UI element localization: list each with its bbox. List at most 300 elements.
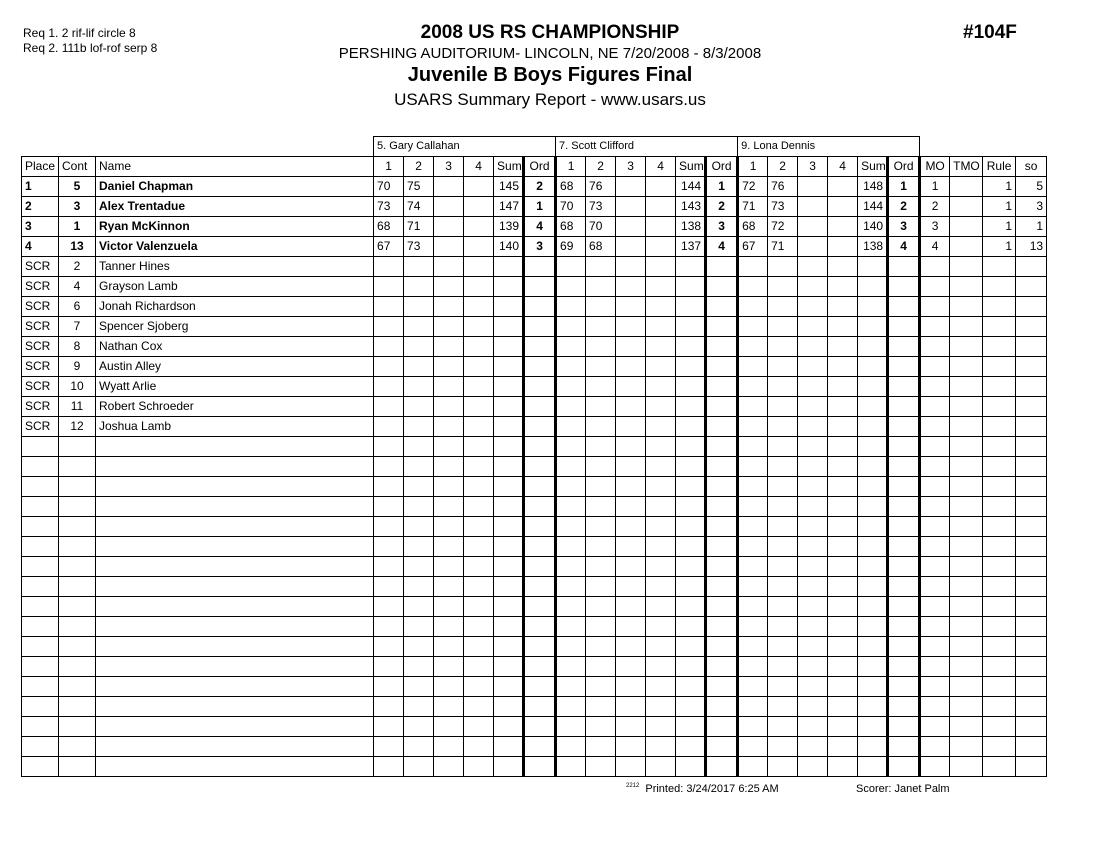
empty-cell bbox=[59, 457, 96, 477]
empty-cell bbox=[494, 717, 524, 737]
empty-cell bbox=[706, 737, 738, 757]
empty-cell bbox=[22, 557, 59, 577]
skater-name: Victor Valenzuela bbox=[96, 237, 374, 257]
empty-cell bbox=[983, 537, 1016, 557]
empty-row bbox=[22, 717, 1047, 737]
empty-cell bbox=[556, 517, 586, 537]
empty-cell bbox=[556, 357, 586, 377]
ord-cell: 2 bbox=[888, 197, 920, 217]
empty-cell bbox=[738, 657, 768, 677]
empty-cell bbox=[676, 657, 706, 677]
tmo-cell bbox=[950, 177, 983, 197]
empty-cell bbox=[404, 577, 434, 597]
empty-cell bbox=[59, 637, 96, 657]
empty-cell bbox=[768, 497, 798, 517]
empty-cell bbox=[556, 397, 586, 417]
empty-cell bbox=[494, 757, 524, 777]
empty-cell bbox=[586, 477, 616, 497]
empty-cell bbox=[768, 517, 798, 537]
empty-cell bbox=[858, 517, 888, 537]
empty-cell bbox=[738, 357, 768, 377]
empty-cell bbox=[920, 437, 950, 457]
judge-name: 9. Lona Dennis bbox=[738, 137, 920, 157]
empty-cell bbox=[494, 277, 524, 297]
empty-cell bbox=[464, 537, 494, 557]
empty-cell bbox=[828, 637, 858, 657]
cont-cell: 12 bbox=[59, 417, 96, 437]
empty-cell bbox=[828, 337, 858, 357]
empty-cell bbox=[738, 597, 768, 617]
skater-name: Grayson Lamb bbox=[96, 277, 374, 297]
empty-cell bbox=[556, 577, 586, 597]
empty-cell bbox=[950, 397, 983, 417]
table-row bbox=[22, 197, 1047, 217]
ord-cell: 3 bbox=[706, 217, 738, 237]
empty-cell bbox=[556, 317, 586, 337]
empty-cell bbox=[464, 637, 494, 657]
empty-cell bbox=[676, 357, 706, 377]
empty-cell bbox=[798, 537, 828, 557]
empty-cell bbox=[96, 697, 374, 717]
empty-cell bbox=[738, 377, 768, 397]
empty-cell bbox=[494, 357, 524, 377]
empty-cell bbox=[616, 477, 646, 497]
empty-cell bbox=[920, 477, 950, 497]
score-cell bbox=[798, 197, 828, 217]
table-row bbox=[22, 237, 1047, 257]
empty-cell bbox=[616, 297, 646, 317]
empty-cell bbox=[738, 737, 768, 757]
empty-cell bbox=[646, 297, 676, 317]
empty-cell bbox=[858, 317, 888, 337]
table-row bbox=[22, 277, 1047, 297]
empty-cell bbox=[888, 297, 920, 317]
empty-cell bbox=[706, 397, 738, 417]
ord-cell: 4 bbox=[888, 237, 920, 257]
empty-cell bbox=[950, 497, 983, 517]
empty-cell bbox=[828, 457, 858, 477]
empty-cell bbox=[59, 517, 96, 537]
header-judge-col: 3 bbox=[434, 157, 464, 177]
spacer bbox=[22, 137, 374, 157]
empty-cell bbox=[374, 337, 404, 357]
ord-cell: 1 bbox=[888, 177, 920, 197]
empty-cell bbox=[676, 377, 706, 397]
score-cell bbox=[434, 217, 464, 237]
empty-cell bbox=[920, 617, 950, 637]
score-cell bbox=[798, 177, 828, 197]
empty-cell bbox=[920, 357, 950, 377]
empty-cell bbox=[404, 357, 434, 377]
empty-cell bbox=[586, 717, 616, 737]
empty-cell bbox=[374, 277, 404, 297]
header-tmo: TMO bbox=[950, 157, 983, 177]
empty-cell bbox=[404, 257, 434, 277]
empty-cell bbox=[950, 457, 983, 477]
place-cell: SCR bbox=[22, 317, 59, 337]
empty-cell bbox=[404, 337, 434, 357]
empty-cell bbox=[464, 737, 494, 757]
sum-cell: 148 bbox=[858, 177, 888, 197]
empty-cell bbox=[676, 337, 706, 357]
score-cell: 75 bbox=[404, 177, 434, 197]
empty-cell bbox=[983, 497, 1016, 517]
empty-cell bbox=[983, 377, 1016, 397]
empty-cell bbox=[96, 457, 374, 477]
place-cell: SCR bbox=[22, 377, 59, 397]
empty-cell bbox=[950, 637, 983, 657]
empty-cell bbox=[888, 477, 920, 497]
empty-cell bbox=[646, 677, 676, 697]
empty-cell bbox=[738, 477, 768, 497]
empty-cell bbox=[676, 457, 706, 477]
score-cell: 71 bbox=[738, 197, 768, 217]
empty-cell bbox=[706, 277, 738, 297]
empty-cell bbox=[586, 737, 616, 757]
ord-cell: 4 bbox=[524, 217, 556, 237]
ord-cell: 1 bbox=[524, 197, 556, 217]
header-place: Place bbox=[22, 157, 59, 177]
empty-cell bbox=[524, 377, 556, 397]
empty-cell bbox=[738, 297, 768, 317]
empty-cell bbox=[888, 337, 920, 357]
empty-cell bbox=[646, 737, 676, 757]
header-rule: Rule bbox=[983, 157, 1016, 177]
header-judge-col: Ord bbox=[524, 157, 556, 177]
empty-row bbox=[22, 697, 1047, 717]
empty-cell bbox=[616, 357, 646, 377]
empty-cell bbox=[920, 757, 950, 777]
empty-cell bbox=[464, 677, 494, 697]
table-row bbox=[22, 317, 1047, 337]
empty-cell bbox=[706, 257, 738, 277]
empty-cell bbox=[828, 517, 858, 537]
empty-cell bbox=[920, 317, 950, 337]
empty-cell bbox=[616, 677, 646, 697]
empty-cell bbox=[1016, 417, 1047, 437]
empty-cell bbox=[616, 257, 646, 277]
empty-cell bbox=[828, 577, 858, 597]
empty-cell bbox=[950, 597, 983, 617]
empty-cell bbox=[374, 457, 404, 477]
empty-cell bbox=[768, 357, 798, 377]
empty-cell bbox=[706, 457, 738, 477]
tmo-cell bbox=[950, 197, 983, 217]
empty-cell bbox=[888, 517, 920, 537]
empty-cell bbox=[464, 317, 494, 337]
empty-cell bbox=[888, 637, 920, 657]
empty-cell bbox=[950, 257, 983, 277]
empty-cell bbox=[616, 537, 646, 557]
empty-cell bbox=[676, 417, 706, 437]
empty-cell bbox=[798, 737, 828, 757]
empty-cell bbox=[464, 497, 494, 517]
empty-cell bbox=[676, 617, 706, 637]
header-judge-col: 2 bbox=[768, 157, 798, 177]
empty-row bbox=[22, 557, 1047, 577]
empty-cell bbox=[920, 717, 950, 737]
empty-cell bbox=[556, 477, 586, 497]
empty-cell bbox=[983, 357, 1016, 377]
empty-cell bbox=[798, 337, 828, 357]
empty-cell bbox=[858, 477, 888, 497]
empty-cell bbox=[374, 597, 404, 617]
empty-cell bbox=[586, 517, 616, 537]
header-judge-col: 4 bbox=[646, 157, 676, 177]
sum-cell: 145 bbox=[494, 177, 524, 197]
empty-cell bbox=[983, 277, 1016, 297]
empty-cell bbox=[828, 277, 858, 297]
empty-cell bbox=[434, 337, 464, 357]
empty-cell bbox=[828, 697, 858, 717]
header-judge-col: 4 bbox=[464, 157, 494, 177]
place-cell: SCR bbox=[22, 417, 59, 437]
empty-cell bbox=[920, 397, 950, 417]
empty-cell bbox=[920, 737, 950, 757]
empty-cell bbox=[950, 477, 983, 497]
empty-cell bbox=[59, 477, 96, 497]
empty-cell bbox=[556, 537, 586, 557]
empty-cell bbox=[983, 557, 1016, 577]
empty-cell bbox=[616, 637, 646, 657]
empty-cell bbox=[676, 297, 706, 317]
header-judge-col: 3 bbox=[616, 157, 646, 177]
empty-cell bbox=[556, 757, 586, 777]
empty-cell bbox=[768, 377, 798, 397]
empty-cell bbox=[983, 337, 1016, 357]
empty-cell bbox=[494, 517, 524, 537]
score-cell: 68 bbox=[374, 217, 404, 237]
empty-cell bbox=[706, 757, 738, 777]
score-cell: 72 bbox=[738, 177, 768, 197]
empty-cell bbox=[676, 577, 706, 597]
cont-cell: 3 bbox=[59, 197, 96, 217]
empty-cell bbox=[464, 437, 494, 457]
empty-cell bbox=[404, 497, 434, 517]
skater-name: Robert Schroeder bbox=[96, 397, 374, 417]
score-cell bbox=[646, 177, 676, 197]
cont-cell: 7 bbox=[59, 317, 96, 337]
table-row bbox=[22, 257, 1047, 277]
empty-cell bbox=[434, 377, 464, 397]
empty-cell bbox=[586, 757, 616, 777]
empty-cell bbox=[586, 377, 616, 397]
empty-cell bbox=[404, 677, 434, 697]
empty-cell bbox=[888, 257, 920, 277]
empty-cell bbox=[616, 277, 646, 297]
empty-cell bbox=[920, 277, 950, 297]
empty-cell bbox=[616, 497, 646, 517]
empty-cell bbox=[524, 257, 556, 277]
empty-cell bbox=[828, 597, 858, 617]
empty-cell bbox=[646, 577, 676, 597]
empty-row bbox=[22, 677, 1047, 697]
empty-cell bbox=[676, 477, 706, 497]
empty-cell bbox=[494, 417, 524, 437]
empty-cell bbox=[888, 437, 920, 457]
empty-cell bbox=[96, 597, 374, 617]
empty-cell bbox=[1016, 257, 1047, 277]
empty-cell bbox=[798, 377, 828, 397]
empty-cell bbox=[768, 677, 798, 697]
empty-cell bbox=[374, 477, 404, 497]
empty-cell bbox=[96, 497, 374, 517]
empty-cell bbox=[434, 617, 464, 637]
empty-cell bbox=[22, 637, 59, 657]
empty-cell bbox=[676, 437, 706, 457]
empty-cell bbox=[920, 517, 950, 537]
empty-cell bbox=[374, 757, 404, 777]
empty-cell bbox=[646, 377, 676, 397]
table-row bbox=[22, 377, 1047, 397]
empty-cell bbox=[798, 277, 828, 297]
empty-cell bbox=[616, 617, 646, 637]
empty-cell bbox=[464, 297, 494, 317]
score-cell bbox=[464, 177, 494, 197]
empty-cell bbox=[524, 757, 556, 777]
score-cell: 73 bbox=[768, 197, 798, 217]
empty-cell bbox=[768, 317, 798, 337]
skater-name: Jonah Richardson bbox=[96, 297, 374, 317]
empty-cell bbox=[374, 497, 404, 517]
empty-cell bbox=[888, 697, 920, 717]
empty-cell bbox=[464, 757, 494, 777]
empty-cell bbox=[586, 657, 616, 677]
empty-cell bbox=[858, 457, 888, 477]
empty-cell bbox=[798, 617, 828, 637]
empty-cell bbox=[22, 437, 59, 457]
score-cell: 76 bbox=[768, 177, 798, 197]
empty-cell bbox=[646, 497, 676, 517]
empty-cell bbox=[404, 377, 434, 397]
empty-cell bbox=[646, 417, 676, 437]
empty-cell bbox=[524, 717, 556, 737]
empty-cell bbox=[59, 537, 96, 557]
empty-cell bbox=[798, 677, 828, 697]
empty-cell bbox=[524, 337, 556, 357]
empty-cell bbox=[464, 357, 494, 377]
empty-cell bbox=[920, 677, 950, 697]
place-cell: 1 bbox=[22, 177, 59, 197]
empty-cell bbox=[706, 377, 738, 397]
empty-cell bbox=[59, 617, 96, 637]
empty-cell bbox=[616, 317, 646, 337]
empty-cell bbox=[798, 497, 828, 517]
empty-cell bbox=[556, 277, 586, 297]
mo-cell: 2 bbox=[920, 197, 950, 217]
empty-cell bbox=[404, 757, 434, 777]
table-row bbox=[22, 217, 1047, 237]
empty-cell bbox=[586, 557, 616, 577]
empty-cell bbox=[22, 477, 59, 497]
cont-cell: 4 bbox=[59, 277, 96, 297]
header-cont: Cont bbox=[59, 157, 96, 177]
empty-cell bbox=[950, 317, 983, 337]
table-row bbox=[22, 337, 1047, 357]
skater-name: Daniel Chapman bbox=[96, 177, 374, 197]
empty-cell bbox=[556, 557, 586, 577]
empty-cell bbox=[676, 597, 706, 617]
score-cell bbox=[434, 237, 464, 257]
empty-cell bbox=[768, 657, 798, 677]
empty-cell bbox=[494, 537, 524, 557]
empty-cell bbox=[22, 657, 59, 677]
empty-cell bbox=[768, 697, 798, 717]
place-cell: 2 bbox=[22, 197, 59, 217]
empty-cell bbox=[646, 317, 676, 337]
score-cell bbox=[616, 197, 646, 217]
ord-cell: 3 bbox=[524, 237, 556, 257]
skater-name: Spencer Sjoberg bbox=[96, 317, 374, 337]
empty-cell bbox=[950, 757, 983, 777]
empty-cell bbox=[464, 477, 494, 497]
empty-cell bbox=[524, 277, 556, 297]
empty-cell bbox=[494, 597, 524, 617]
empty-cell bbox=[768, 577, 798, 597]
empty-cell bbox=[494, 377, 524, 397]
empty-cell bbox=[434, 497, 464, 517]
empty-cell bbox=[798, 297, 828, 317]
empty-cell bbox=[920, 657, 950, 677]
empty-cell bbox=[586, 457, 616, 477]
empty-cell bbox=[524, 317, 556, 337]
empty-cell bbox=[738, 337, 768, 357]
empty-cell bbox=[434, 737, 464, 757]
empty-cell bbox=[1016, 597, 1047, 617]
empty-cell bbox=[676, 737, 706, 757]
empty-cell bbox=[858, 697, 888, 717]
empty-cell bbox=[616, 597, 646, 617]
empty-cell bbox=[920, 557, 950, 577]
empty-cell bbox=[646, 757, 676, 777]
empty-cell bbox=[404, 397, 434, 417]
empty-cell bbox=[1016, 317, 1047, 337]
empty-cell bbox=[888, 317, 920, 337]
empty-cell bbox=[828, 617, 858, 637]
empty-row bbox=[22, 757, 1047, 777]
place-cell: SCR bbox=[22, 357, 59, 377]
empty-cell bbox=[434, 637, 464, 657]
empty-cell bbox=[858, 277, 888, 297]
empty-cell bbox=[858, 357, 888, 377]
empty-cell bbox=[768, 257, 798, 277]
empty-cell bbox=[706, 577, 738, 597]
header-judge-col: Ord bbox=[706, 157, 738, 177]
score-cell: 74 bbox=[404, 197, 434, 217]
score-cell bbox=[798, 237, 828, 257]
empty-cell bbox=[798, 597, 828, 617]
empty-cell bbox=[676, 277, 706, 297]
empty-cell bbox=[798, 717, 828, 737]
empty-cell bbox=[1016, 457, 1047, 477]
empty-cell bbox=[494, 397, 524, 417]
cont-cell: 5 bbox=[59, 177, 96, 197]
empty-cell bbox=[59, 757, 96, 777]
empty-cell bbox=[22, 457, 59, 477]
so-cell: 3 bbox=[1016, 197, 1047, 217]
empty-cell bbox=[524, 397, 556, 417]
empty-row bbox=[22, 437, 1047, 457]
empty-cell bbox=[434, 657, 464, 677]
empty-cell bbox=[434, 697, 464, 717]
empty-cell bbox=[1016, 657, 1047, 677]
empty-cell bbox=[464, 417, 494, 437]
sum-cell: 137 bbox=[676, 237, 706, 257]
empty-cell bbox=[983, 317, 1016, 337]
empty-cell bbox=[768, 437, 798, 457]
empty-cell bbox=[1016, 517, 1047, 537]
empty-cell bbox=[798, 397, 828, 417]
